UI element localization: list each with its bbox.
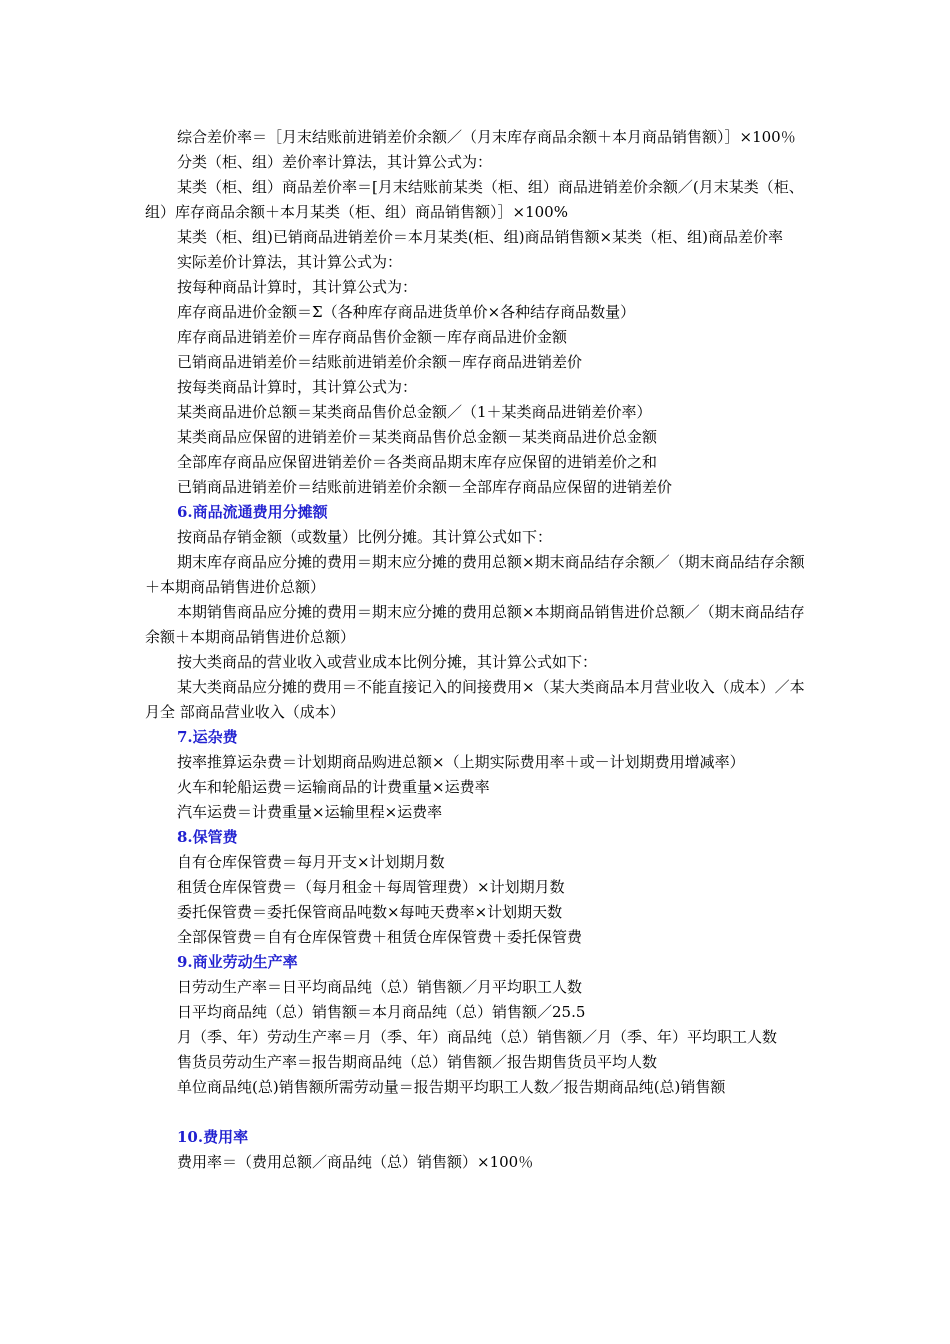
formula-line: 某类（柜、组）商品差价率＝[月末结账前某类（柜、组）商品进销差价余额／(月末某类（柜、组）库存商品余额＋本月某类（柜、组）商品销售额）］×100% <box>145 178 804 221</box>
formula-line: 按每种商品计算时，其计算公式为： <box>177 278 418 296</box>
formula-line: 按每类商品计算时，其计算公式为： <box>177 378 418 396</box>
formula-line: 全部库存商品应保留进销差价＝各类商品期末库存应保留的进销差价之和 <box>177 453 658 471</box>
formula-line: 某类商品进价总额＝某类商品售价总金额／（1＋某类商品进销差价率） <box>177 403 652 421</box>
formula-line: 汽车运费＝计费重量×运输里程×运费率 <box>177 803 443 821</box>
section-heading: 7.运杂费 <box>177 728 238 746</box>
formula-line: 自有仓库保管费＝每月开支×计划期月数 <box>177 853 445 871</box>
document-body <box>145 125 810 1175</box>
formula-line: 已销商品进销差价＝结账前进销差价余额－库存商品进销差价 <box>177 353 583 371</box>
formula-line: 期末库存商品应分摊的费用＝期末应分摊的费用总额×期末商品结存余额／（期末商品结存余额＋本期商品销售进价总额） <box>145 553 805 596</box>
formula-line: 日劳动生产率＝日平均商品纯（总）销售额／月平均职工人数 <box>177 978 583 996</box>
formula-line: 综合差价率＝［月末结账前进销差价余额／（月末库存商品余额＋本月商品销售额）］×100％ <box>177 128 796 146</box>
formula-line: 按大类商品的营业收入或营业成本比例分摊，其计算公式如下： <box>177 653 598 671</box>
formula-line: 日平均商品纯（总）销售额＝本月商品纯（总）销售额／25.5 <box>177 1003 586 1021</box>
section-heading: 6.商品流通费用分摊额 <box>177 503 328 521</box>
formula-line: 火车和轮船运费＝运输商品的计费重量×运费率 <box>177 778 490 796</box>
formula-line: 租赁仓库保管费＝（每月租金＋每周管理费）×计划期月数 <box>177 878 565 896</box>
formula-line: 按率推算运杂费＝计划期商品购进总额×（上期实际费用率＋或－计划期费用增减率） <box>177 753 745 771</box>
formula-line: 单位商品纯(总)销售额所需劳动量＝报告期平均职工人数／报告期商品纯(总)销售额 <box>177 1078 726 1096</box>
formula-line: 分类（柜、组）差价率计算法，其计算公式为： <box>177 153 493 171</box>
formula-line: 按商品存销金额（或数量）比例分摊。其计算公式如下： <box>177 528 553 546</box>
formula-line: 费用率＝（费用总额／商品纯（总）销售额）×100％ <box>177 1153 534 1171</box>
formula-line: 某类商品应保留的进销差价＝某类商品售价总金额－某类商品进价总金额 <box>177 428 658 446</box>
formula-line: 实际差价计算法，其计算公式为： <box>177 253 403 271</box>
formula-line: 库存商品进销差价＝库存商品售价金额－库存商品进价金额 <box>177 328 568 346</box>
formula-line: 某类（柜、组)已销商品进销差价＝本月某类(柜、组)商品销售额×某类（柜、组)商品差价率 <box>177 228 783 246</box>
section-heading: 8.保管费 <box>177 828 238 846</box>
blank-line <box>145 1100 810 1125</box>
section-heading: 9.商业劳动生产率 <box>177 953 298 971</box>
formula-line: 月（季、年）劳动生产率＝月（季、年）商品纯（总）销售额／月（季、年）平均职工人数 <box>177 1028 778 1046</box>
formula-line: 委托保管费＝委托保管商品吨数×每吨天费率×计划期天数 <box>177 903 563 921</box>
section-heading: 10.费用率 <box>177 1128 249 1146</box>
formula-line: 已销商品进销差价＝结账前进销差价余额－全部库存商品应保留的进销差价 <box>177 478 673 496</box>
formula-line: 全部保管费＝自有仓库保管费＋租赁仓库保管费＋委托保管费 <box>177 928 583 946</box>
formula-line: 本期销售商品应分摊的费用＝期末应分摊的费用总额×本期商品销售进价总额／（期末商品结存余额＋本期商品销售进价总额） <box>145 603 805 646</box>
formula-line: 某大类商品应分摊的费用＝不能直接记入的间接费用×（某大类商品本月营业收入（成本）／本月全 部商品营业收入（成本） <box>145 678 805 721</box>
formula-line: 售货员劳动生产率＝报告期商品纯（总）销售额／报告期售货员平均人数 <box>177 1053 658 1071</box>
formula-line: 库存商品进价金额＝Σ（各种库存商品进货单价×各种结存商品数量） <box>177 303 636 321</box>
